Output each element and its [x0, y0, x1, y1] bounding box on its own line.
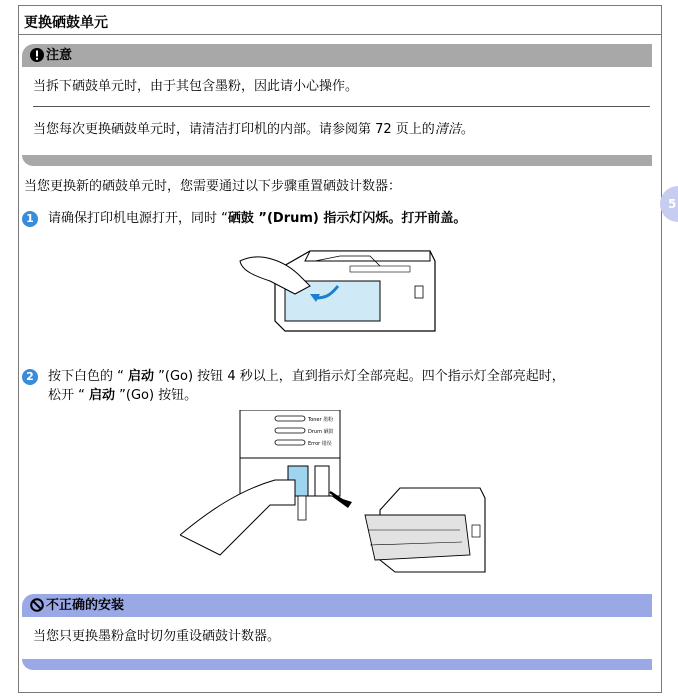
title-rule [18, 34, 662, 35]
drum-led-label: Drum 硒鼓 [308, 429, 334, 435]
step-1-bold: 硒鼓 [227, 211, 254, 226]
step-2-line-1-bold: 启动 [128, 369, 155, 384]
page-frame [18, 5, 662, 693]
page-title: 更换硒鼓单元 [24, 15, 108, 31]
step-1-text [48, 209, 466, 228]
chapter-tab[interactable]: 5 [660, 186, 678, 222]
step-1-text-b: ”(Drum) 指示灯闪烁。打开前盖。 [253, 211, 467, 226]
caution-label: 注意 [46, 48, 73, 63]
caution-footer-band [22, 155, 652, 166]
step-2-line-2-b: ”(Go) 按钮。 [115, 388, 198, 403]
step-1-text-a: 请确保打印机电源打开，同时 “ [48, 211, 228, 226]
clean-link[interactable]: 清洁 [434, 122, 461, 137]
caution-text: 当拆下硒鼓单元时，由于其包含墨粉，因此请小心操作。 [33, 79, 359, 94]
exclamation-icon [30, 48, 44, 62]
step-2-line-1-a: 按下白色的 “ [48, 369, 128, 384]
note-divider [33, 106, 650, 107]
warning-footer-band [22, 659, 652, 670]
step-1-number: 1 [22, 211, 38, 227]
note-text-end: 。 [460, 122, 474, 137]
step-2-line-1 [48, 367, 565, 386]
warning-text: 当您只更换墨粉盒时切勿重设硒鼓计数器。 [33, 629, 281, 644]
error-led-label: Error 错误 [308, 441, 332, 447]
prohibited-icon [30, 598, 44, 612]
note-text-main: 当您每次更换硒鼓单元时，请清洁打印机的内部。请参阅第 72 页上的 [33, 122, 435, 137]
step-2-number: 2 [22, 369, 38, 385]
caution-header-band [22, 44, 652, 67]
warning-label: 不正确的安装 [46, 598, 125, 613]
step-2-line-2-a: 松开 “ [48, 388, 89, 403]
intro-text: 当您更换新的硒鼓单元时，您需要通过以下步骤重置硒鼓计数器： [24, 179, 402, 194]
step-2-line-2 [48, 386, 197, 405]
note-text [33, 121, 474, 139]
toner-led-label: Toner 墨粉 [308, 417, 334, 423]
press-go-button-illustration [180, 410, 500, 582]
step-2-line-1-b: ”(Go) 按钮 4 秒以上，直到指示灯全部亮起。四个指示灯全部亮起时， [154, 369, 565, 384]
printer-open-cover-illustration [230, 236, 450, 346]
step-2-line-2-bold: 启动 [89, 388, 116, 403]
